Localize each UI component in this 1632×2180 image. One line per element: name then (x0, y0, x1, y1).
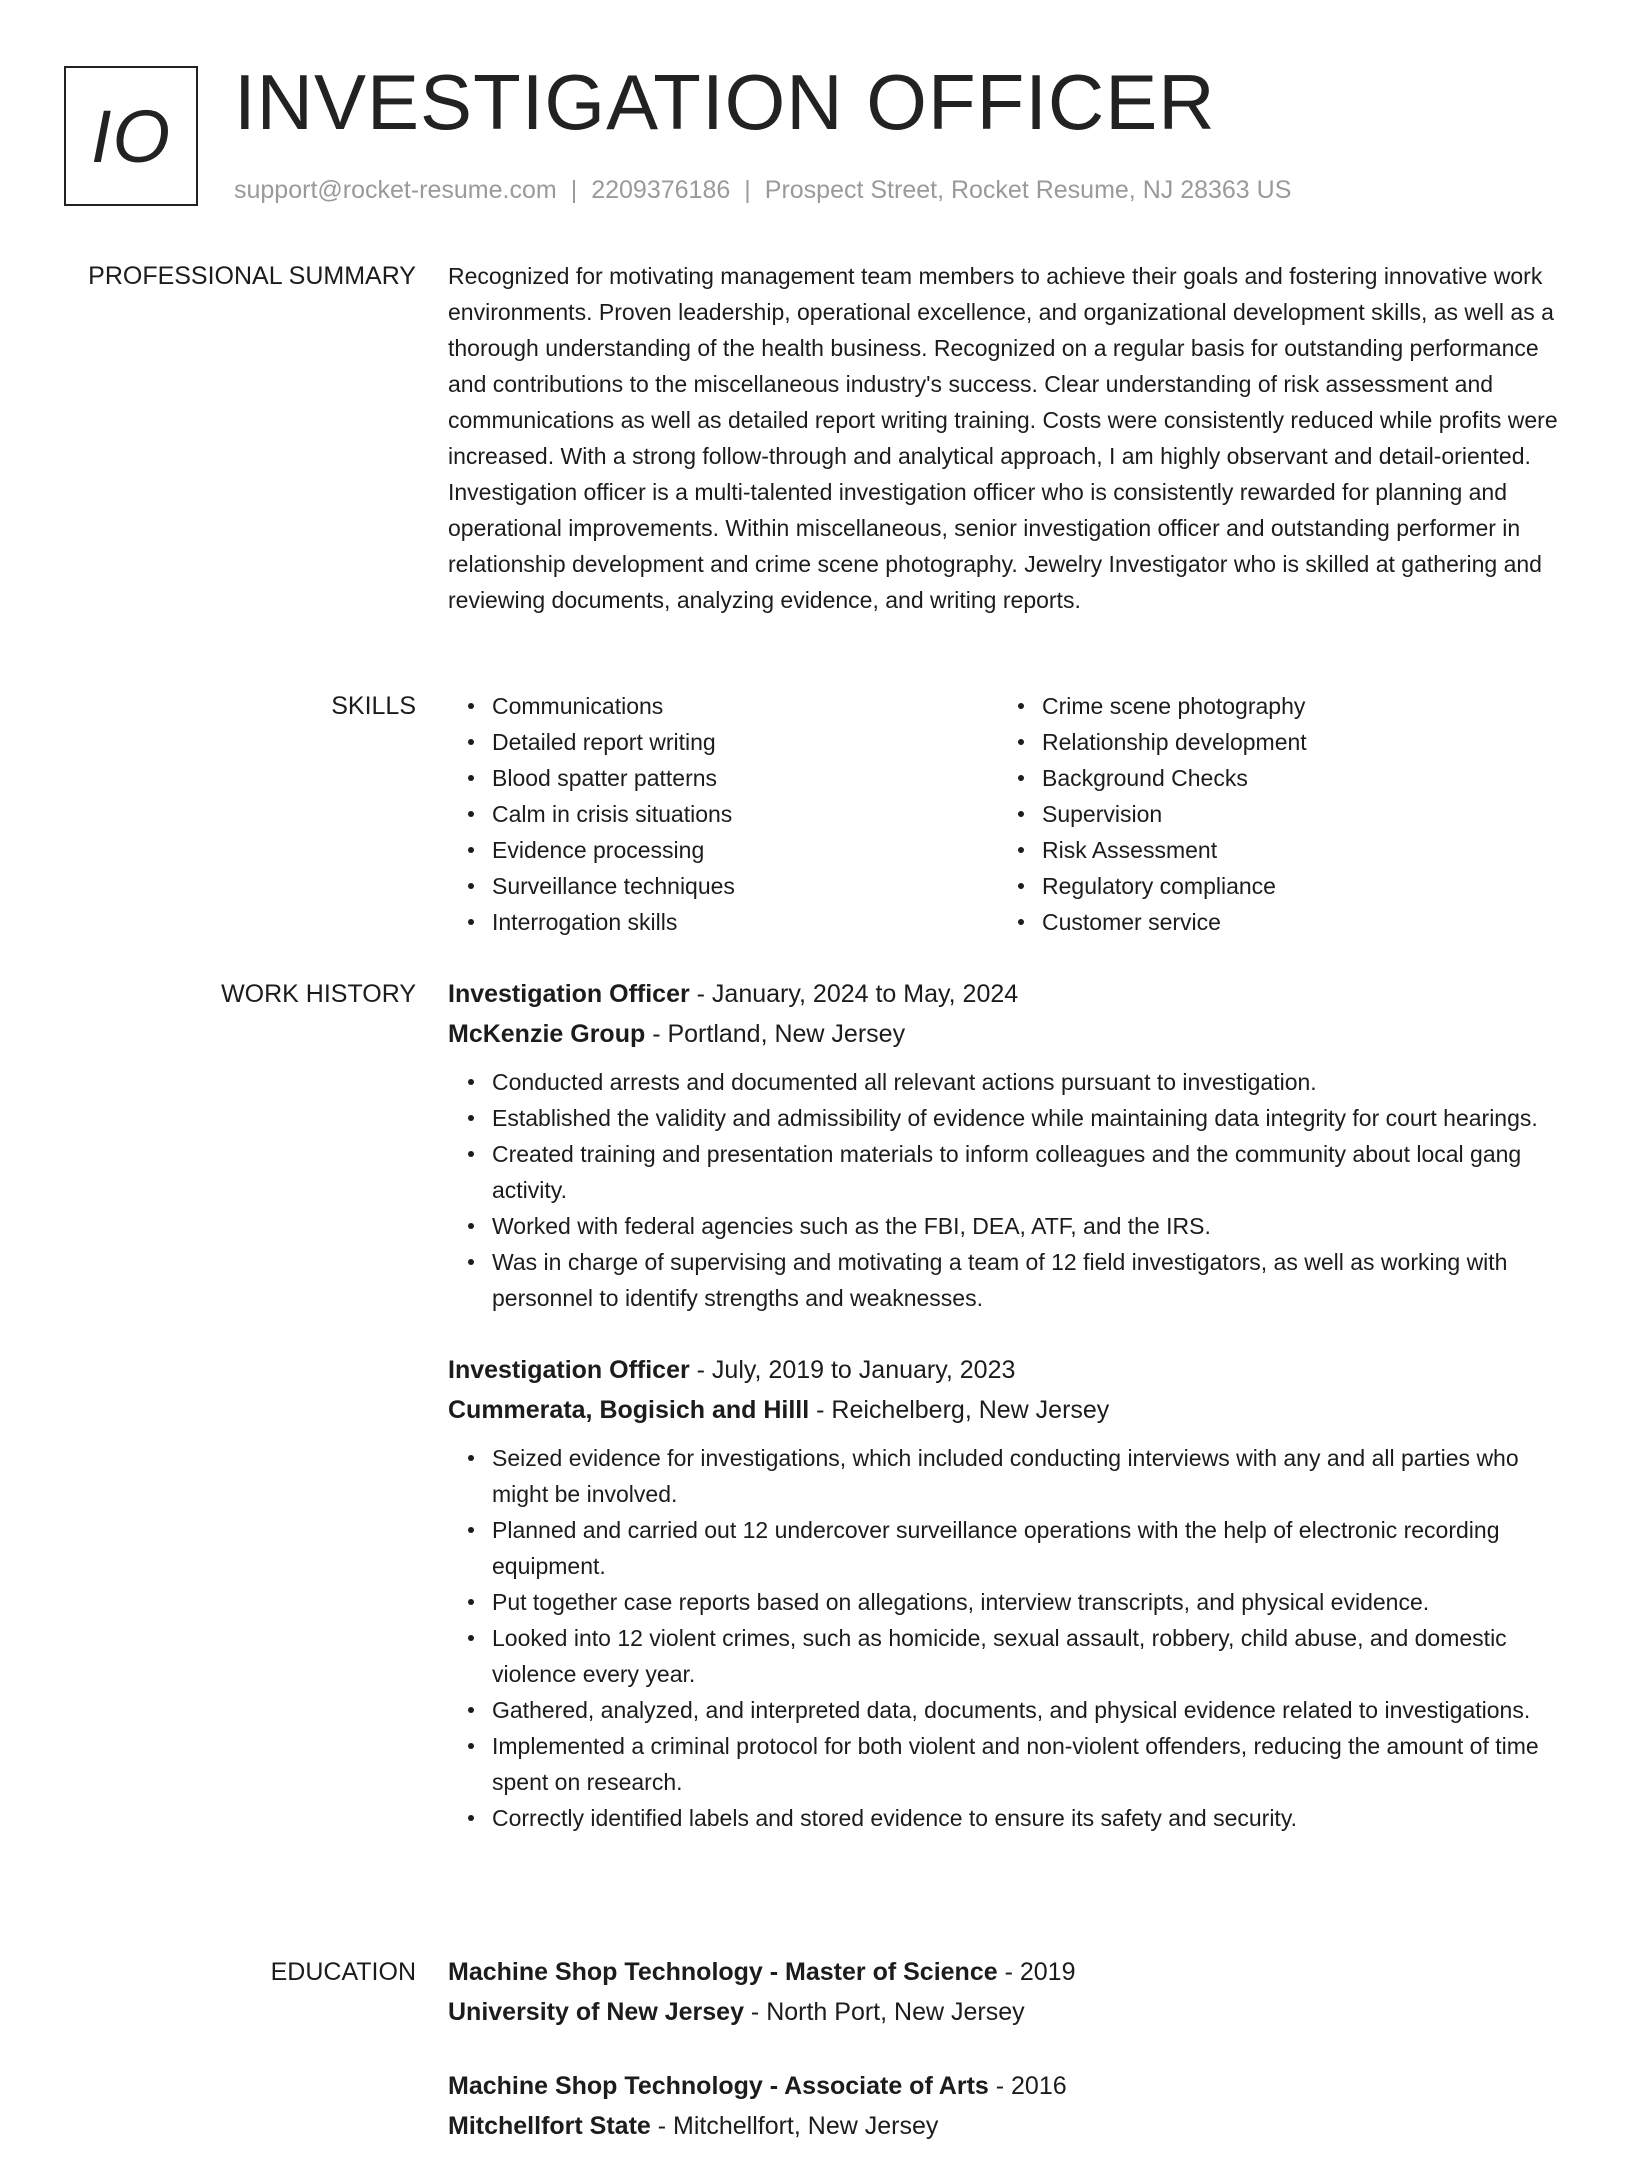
skill-item: Calm in crisis situations (492, 796, 998, 832)
contact-line (234, 172, 1291, 208)
job-company-line (448, 1014, 1570, 1054)
education-entry (448, 2066, 1570, 2146)
skills-list-left (448, 688, 998, 940)
job-company: McKenzie Group (448, 1020, 646, 1048)
job-dates: - July, 2019 to January, 2023 (689, 1356, 1016, 1384)
skill-item: Blood spatter patterns (492, 760, 998, 796)
phone-text[interactable]: 2209376186 (591, 176, 731, 204)
skills-list-right (998, 688, 1548, 940)
duty-item: Conducted arrests and documented all relevant actions pursuant to investigation. (492, 1064, 1570, 1100)
skill-item: Regulatory compliance (1042, 868, 1548, 904)
duty-item: Implemented a criminal protocol for both violent and non-violent offenders, reducing the amount of time spent on research. (492, 1728, 1570, 1800)
duty-item: Created training and presentation materials to inform colleagues and the community about local gang activity. (492, 1136, 1570, 1208)
job-title: Investigation Officer (448, 1356, 690, 1384)
job-location: - Portland, New Jersey (645, 1020, 906, 1048)
skill-item: Relationship development (1042, 724, 1548, 760)
job-dates: - January, 2024 to May, 2024 (689, 980, 1019, 1008)
job-title-line (448, 1350, 1570, 1390)
email-text[interactable]: support@rocket-resume.com (234, 176, 557, 204)
education-degree: Machine Shop Technology - Master of Science (448, 1958, 998, 1986)
contact-separator: | (744, 176, 751, 204)
skill-item: Customer service (1042, 904, 1548, 940)
section-label-education: EDUCATION (270, 1958, 416, 1986)
duty-item: Put together case reports based on allegations, interview transcripts, and physical evidence. (492, 1584, 1570, 1620)
education-school: Mitchellfort State (448, 2112, 651, 2140)
job-company: Cummerata, Bogisich and Hilll (448, 1396, 810, 1424)
skill-item: Interrogation skills (492, 904, 998, 940)
job-duties-list (448, 1440, 1570, 1836)
education-school-line (448, 2106, 1570, 2146)
education-location: - North Port, New Jersey (743, 1998, 1025, 2026)
duty-item: Looked into 12 violent crimes, such as homicide, sexual assault, robbery, child abuse, and domestic violence every year. (492, 1620, 1570, 1692)
section-label-work-history: WORK HISTORY (221, 980, 416, 1008)
duty-item: Seized evidence for investigations, which included conducting interviews with any and all parties who might be involved. (492, 1440, 1570, 1512)
education-degree-line (448, 1952, 1570, 1992)
job-duties-list (448, 1064, 1570, 1316)
education-degree: Machine Shop Technology - Associate of Arts (448, 2072, 989, 2100)
duty-item: Was in charge of supervising and motivating a team of 12 field investigators, as well as working with personnel to identify strengths and weaknesses. (492, 1244, 1570, 1316)
job-entry (448, 1350, 1570, 1836)
skill-item: Surveillance techniques (492, 868, 998, 904)
duty-item: Established the validity and admissibility of evidence while maintaining data integrity for court hearings. (492, 1100, 1570, 1136)
education-location: - Mitchellfort, New Jersey (650, 2112, 939, 2140)
skill-item: Detailed report writing (492, 724, 998, 760)
section-label-summary: PROFESSIONAL SUMMARY (88, 262, 416, 290)
education-school-line (448, 1992, 1570, 2032)
address-text: Prospect Street, Rocket Resume, NJ 28363 US (764, 176, 1292, 204)
skill-item: Supervision (1042, 796, 1548, 832)
resume-title: INVESTIGATION OFFICER (234, 58, 1216, 146)
skill-item: Communications (492, 688, 998, 724)
duty-item: Planned and carried out 12 undercover surveillance operations with the help of electronic recording equipment. (492, 1512, 1570, 1584)
job-entry (448, 974, 1570, 1316)
section-label-skills: SKILLS (331, 692, 416, 720)
duty-item: Worked with federal agencies such as the FBI, DEA, ATF, and the IRS. (492, 1208, 1570, 1244)
skill-item: Risk Assessment (1042, 832, 1548, 868)
contact-separator: | (570, 176, 578, 204)
job-location: - Reichelberg, New Jersey (809, 1396, 1110, 1424)
skill-item: Crime scene photography (1042, 688, 1548, 724)
education-year: - 2016 (988, 2072, 1067, 2100)
job-company-line (448, 1390, 1570, 1430)
education-school: University of New Jersey (448, 1998, 744, 2026)
skill-item: Evidence processing (492, 832, 998, 868)
job-title: Investigation Officer (448, 980, 690, 1008)
education-year: - 2019 (997, 1958, 1076, 1986)
monogram-logo: IO (64, 66, 198, 206)
education-entry (448, 1952, 1570, 2032)
summary-text: Recognized for motivating management team members to achieve their goals and fostering innovative work environments. Proven leadership, operational excellence, and organizational development skills, as well as a thorough understanding of the health business. Recognized on a regular basis for outstanding performance and contributions to the miscellaneous industry's success. Clear understanding of risk assessment and communications as well as detailed report writing training. Costs were consistently reduced while profits were increased. With a strong follow-through and analytical approach, I am highly observant and detail-oriented. Investigation officer is a multi-talented investigation officer who is consistently rewarded for planning and operational improvements. Within miscellaneous, senior investigation officer and outstanding performer in relationship development and crime scene photography. Jewelry Investigator who is skilled at gathering and reviewing documents, analyzing evidence, and writing reports. (448, 263, 1558, 613)
duty-item: Gathered, analyzed, and interpreted data, documents, and physical evidence related to investigations. (492, 1692, 1570, 1728)
education-degree-line (448, 2066, 1570, 2106)
job-title-line (448, 974, 1570, 1014)
duty-item: Correctly identified labels and stored evidence to ensure its safety and security. (492, 1800, 1570, 1836)
skill-item: Background Checks (1042, 760, 1548, 796)
